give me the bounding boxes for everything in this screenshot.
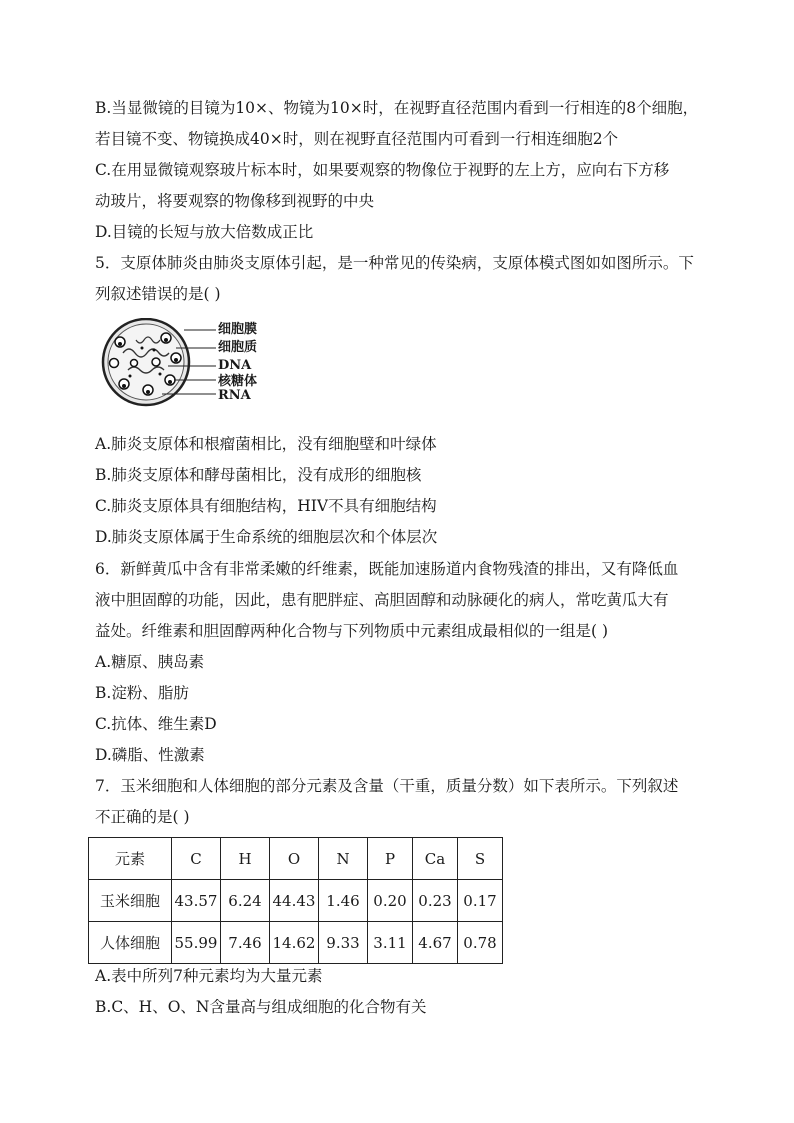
table-header-cell: P bbox=[368, 838, 413, 880]
table-header-cell: O bbox=[270, 838, 319, 880]
table-header-cell: Ca bbox=[413, 838, 458, 880]
question-7-line-2: 不正确的是( ) bbox=[95, 808, 190, 826]
table-header-cell: 元素 bbox=[89, 838, 172, 880]
label-dna: DNA bbox=[218, 358, 252, 373]
table-cell: 7.46 bbox=[221, 922, 270, 964]
question-6-line-3: 益处。纤维素和胆固醇两种化合物与下列物质中元素组成最相似的一组是( ) bbox=[95, 622, 609, 640]
table-row bbox=[89, 922, 503, 964]
table-cell: 1.46 bbox=[319, 880, 368, 922]
element-content-table bbox=[88, 837, 503, 964]
table-cell: 4.67 bbox=[413, 922, 458, 964]
table-row-label: 人体细胞 bbox=[89, 922, 172, 964]
table-cell: 55.99 bbox=[172, 922, 221, 964]
question-6-option-c: C.抗体、维生素D bbox=[95, 715, 217, 733]
question-5-option-c: C.肺炎支原体具有细胞结构，HIV不具有细胞结构 bbox=[95, 497, 437, 515]
question-5-line-2: 列叙述错误的是( ) bbox=[95, 285, 221, 303]
label-cell-membrane: 细胞膜 bbox=[218, 322, 258, 337]
question-5-option-a: A.肺炎支原体和根瘤菌相比，没有细胞壁和叶绿体 bbox=[95, 435, 437, 453]
table-cell: 6.24 bbox=[221, 880, 270, 922]
question-5-option-d: D.肺炎支原体属于生命系统的细胞层次和个体层次 bbox=[95, 528, 438, 546]
table-row-label: 玉米细胞 bbox=[89, 880, 172, 922]
option-c-line-1: C.在用显微镜观察玻片标本时，如果要观察的物像位于视野的左上方，应向右下方移 bbox=[95, 161, 670, 179]
question-6-line-2: 液中胆固醇的功能，因此，患有肥胖症、高胆固醇和动脉硬化的病人，常吃黄瓜大有 bbox=[95, 591, 669, 609]
mycoplasma-diagram bbox=[98, 318, 288, 408]
table-row bbox=[89, 880, 503, 922]
table-cell: 9.33 bbox=[319, 922, 368, 964]
table-cell: 44.43 bbox=[270, 880, 319, 922]
label-ribosome: 核糖体 bbox=[218, 374, 258, 389]
table-header-cell: N bbox=[319, 838, 368, 880]
option-b-line-2: 若目镜不变、物镜换成40×时，则在视野直径范围内可看到一行相连细胞2个 bbox=[95, 130, 619, 148]
table-cell: 3.11 bbox=[368, 922, 413, 964]
table-header-cell: S bbox=[458, 838, 503, 880]
option-c-line-2: 动玻片，将要观察的物像移到视野的中央 bbox=[95, 192, 375, 210]
table-cell: 0.23 bbox=[413, 880, 458, 922]
question-5-line-1: 5．支原体肺炎由肺炎支原体引起，是一种常见的传染病，支原体模式图如如图所示。下 bbox=[95, 254, 694, 272]
table-cell: 0.78 bbox=[458, 922, 503, 964]
label-cytoplasm: 细胞质 bbox=[218, 340, 258, 355]
table-cell: 0.20 bbox=[368, 880, 413, 922]
table-cell: 43.57 bbox=[172, 880, 221, 922]
table-header-cell: H bbox=[221, 838, 270, 880]
question-7-option-b: B.C、H、O、N含量高与组成细胞的化合物有关 bbox=[95, 998, 427, 1016]
question-7-line-1: 7．玉米细胞和人体细胞的部分元素及含量（干重，质量分数）如下表所示。下列叙述 bbox=[95, 777, 679, 795]
mycoplasma-cell-illustration bbox=[98, 318, 288, 408]
question-6-line-1: 6．新鲜黄瓜中含有非常柔嫩的纤维素，既能加速肠道内食物残渣的排出，又有降低血 bbox=[95, 560, 679, 578]
table-cell: 0.17 bbox=[458, 880, 503, 922]
table-header-row bbox=[89, 838, 503, 880]
table-cell: 14.62 bbox=[270, 922, 319, 964]
label-rna: RNA bbox=[218, 388, 251, 403]
question-7-option-a: A.表中所列7种元素均为大量元素 bbox=[95, 967, 323, 985]
question-6-option-b: B.淀粉、脂肪 bbox=[95, 684, 189, 702]
question-5-option-b: B.肺炎支原体和酵母菌相比，没有成形的细胞核 bbox=[95, 466, 422, 484]
option-b-line-1: B.当显微镜的目镜为10×、物镜为10×时，在视野直径范围内看到一行相连的8个细胞， bbox=[95, 99, 699, 117]
question-6-option-d: D.磷脂、性激素 bbox=[95, 746, 205, 764]
option-d-line: D.目镜的长短与放大倍数成正比 bbox=[95, 223, 314, 241]
question-6-option-a: A.糖原、胰岛素 bbox=[95, 653, 205, 671]
table-header-cell: C bbox=[172, 838, 221, 880]
